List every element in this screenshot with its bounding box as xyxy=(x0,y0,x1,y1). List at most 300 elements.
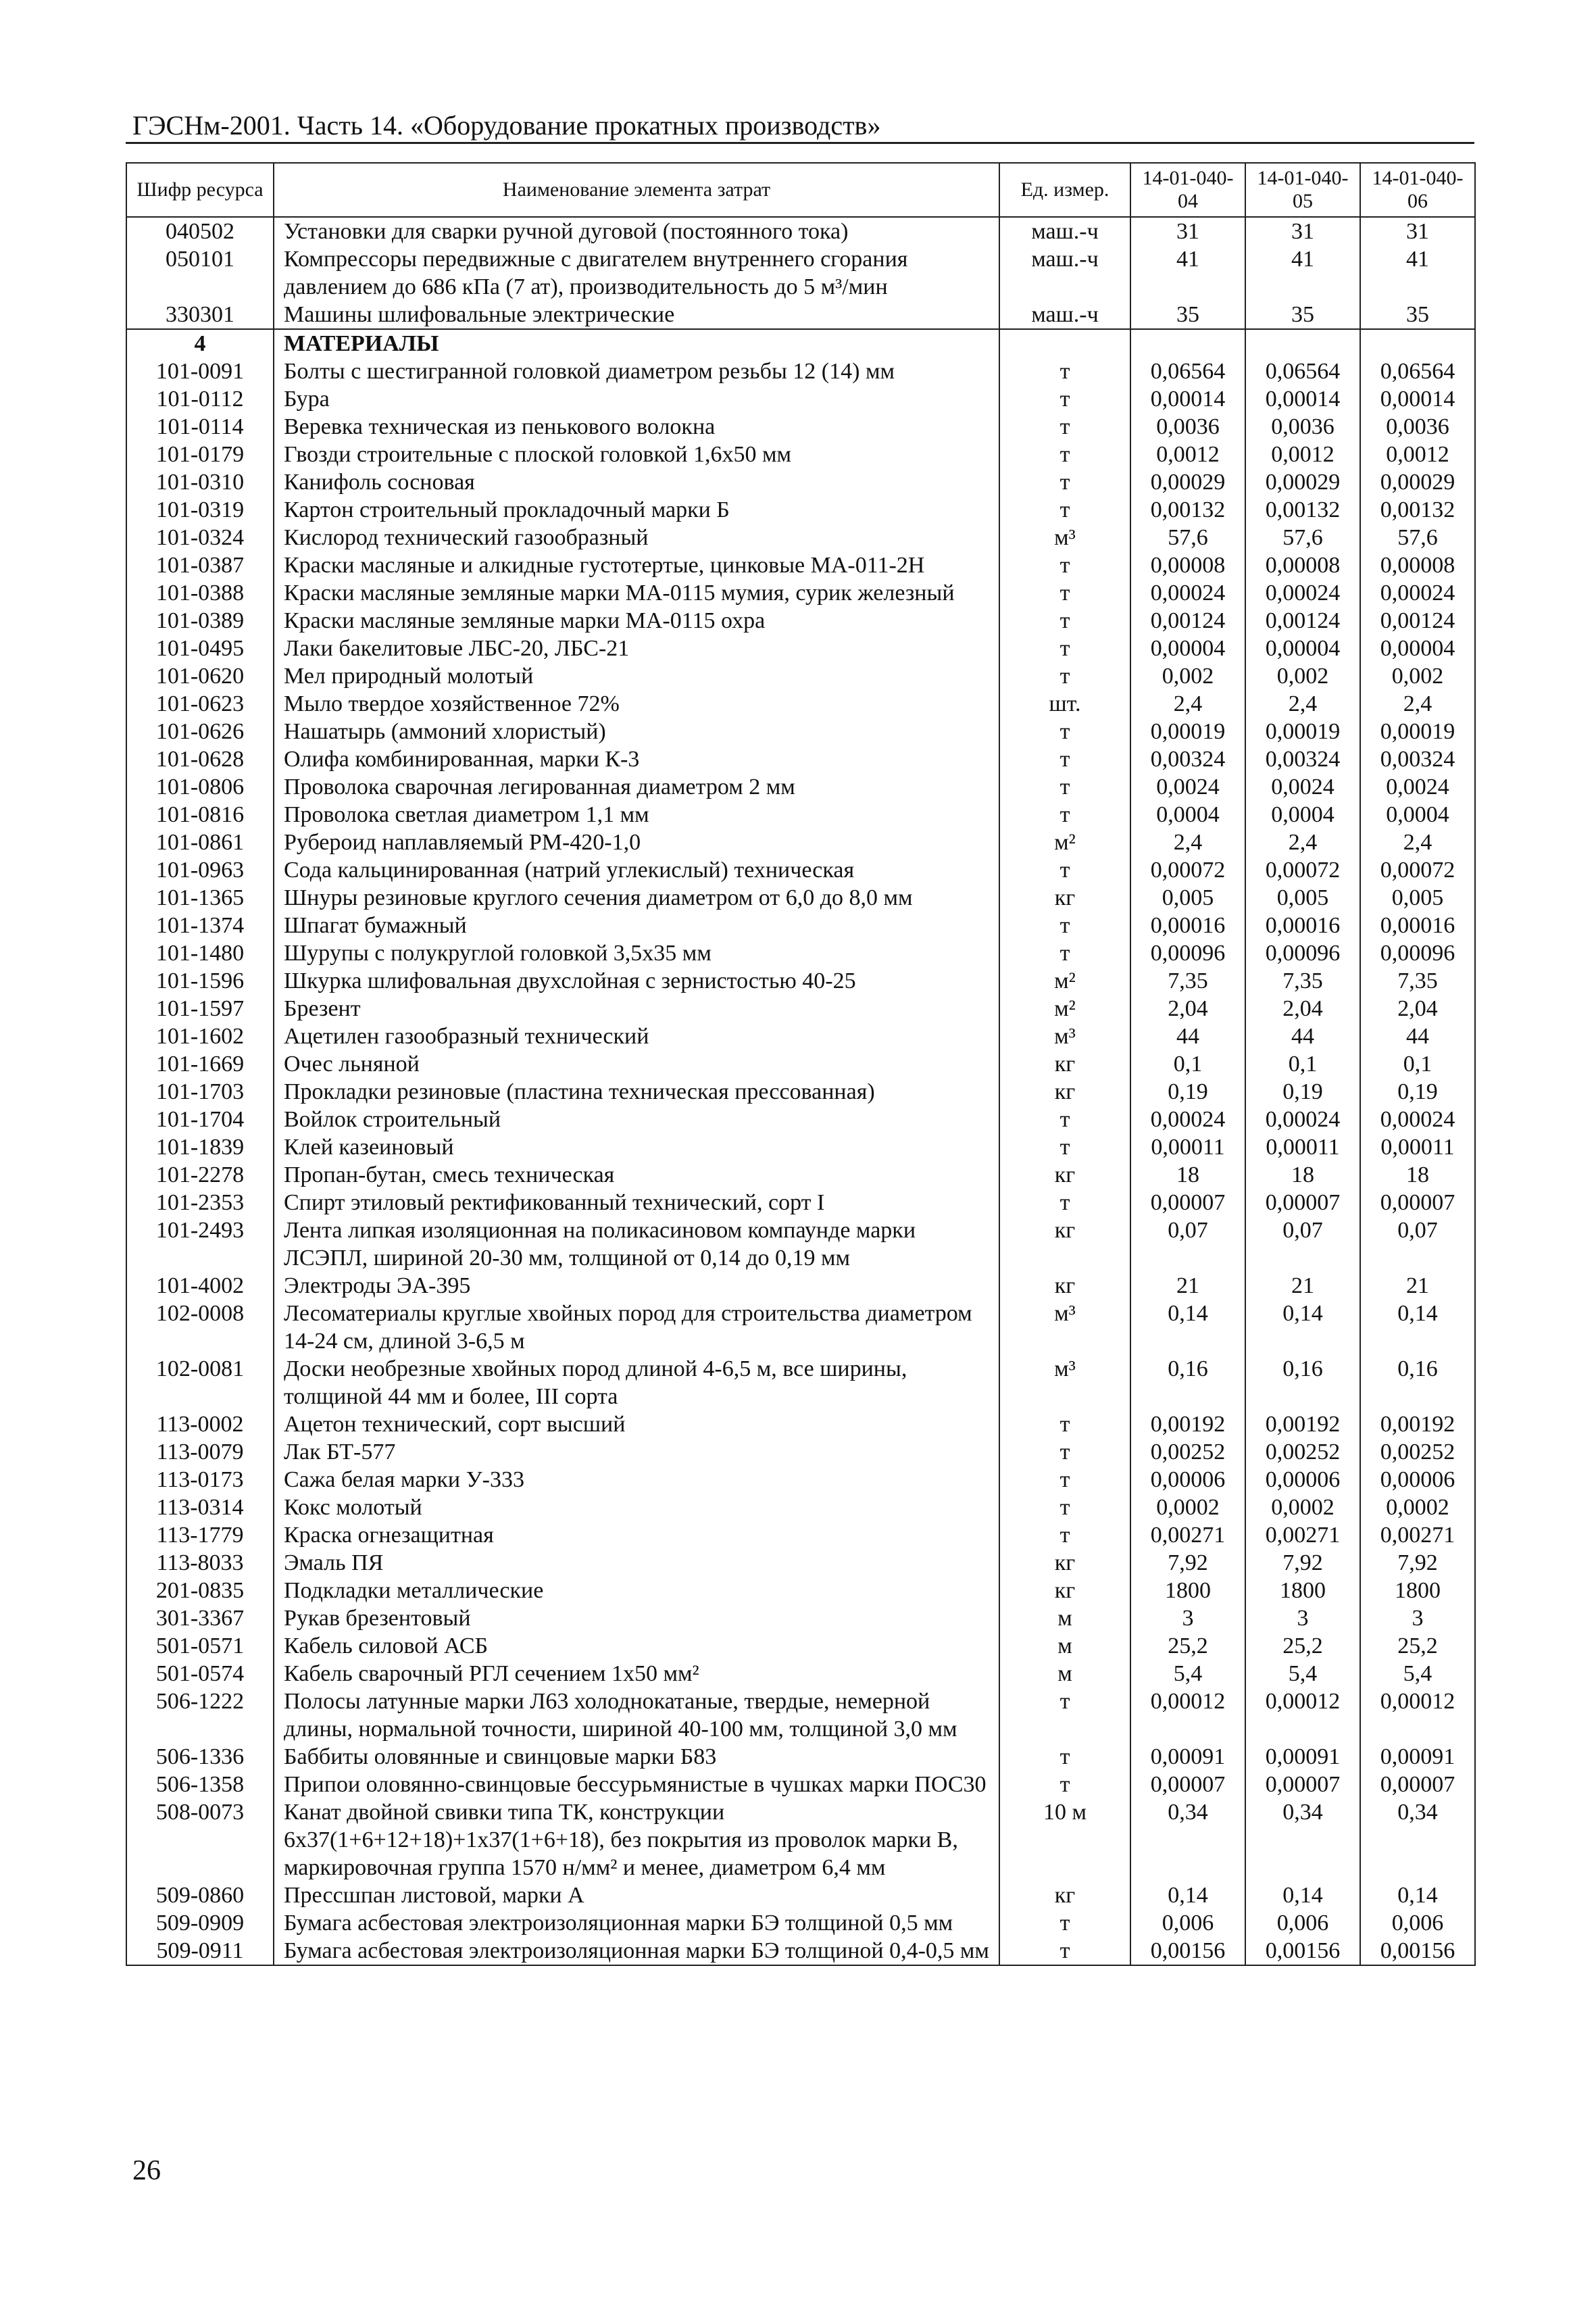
material-row xyxy=(126,1410,1475,1438)
cell-unit: кг xyxy=(999,1881,1130,1909)
cell-norm-06: 0,00132 xyxy=(1360,496,1475,524)
cell-name: Прессшпан листовой, марки А xyxy=(274,1881,999,1909)
cell-name: Лента липкая изоляционная на поликасиновом компаунде марки ЛСЭПЛ, шириной 20-30 мм, толщиной от 0,14 до 0,19 мм xyxy=(274,1216,999,1272)
cell-norm-05: 2,04 xyxy=(1245,995,1360,1023)
cell-norm-04: 0,00007 xyxy=(1130,1189,1245,1216)
cell-code: 101-1597 xyxy=(126,995,274,1023)
cell-code: 101-4002 xyxy=(126,1272,274,1300)
cell-unit: кг xyxy=(999,1216,1130,1272)
material-row xyxy=(126,1300,1475,1355)
cell-code: 113-0173 xyxy=(126,1466,274,1494)
cell-unit: т xyxy=(999,773,1130,801)
cell-code: 101-0091 xyxy=(126,358,274,385)
cell-norm-06: 0,00024 xyxy=(1360,579,1475,607)
cell-norm-05: 0,00029 xyxy=(1245,468,1360,496)
cell-norm-04: 0,07 xyxy=(1130,1216,1245,1272)
cell-norm-05: 0,00324 xyxy=(1245,745,1360,773)
cell-unit: т xyxy=(999,745,1130,773)
cell-name: Ацетон технический, сорт высший xyxy=(274,1410,999,1438)
cell-norm-06: 0,00252 xyxy=(1360,1438,1475,1466)
cell-norm-05: 0,00024 xyxy=(1245,1106,1360,1133)
cell-norm-06: 0,0036 xyxy=(1360,413,1475,441)
cell-name: Кабель сварочный РГЛ сечением 1х50 мм² xyxy=(274,1660,999,1688)
cell-norm-05: 0,00007 xyxy=(1245,1189,1360,1216)
cell-unit: кг xyxy=(999,1272,1130,1300)
material-row xyxy=(126,385,1475,413)
cell-code: 101-1365 xyxy=(126,884,274,912)
cell-norm-06: 31 xyxy=(1360,217,1475,245)
material-row xyxy=(126,884,1475,912)
cell-name: Мыло твердое хозяйственное 72% xyxy=(274,690,999,718)
cell-unit: кг xyxy=(999,1549,1130,1577)
cell-unit: т xyxy=(999,1189,1130,1216)
cell-norm-05: 21 xyxy=(1245,1272,1360,1300)
cell-unit: м³ xyxy=(999,1023,1130,1050)
cell-norm-05: 0,06564 xyxy=(1245,358,1360,385)
cell-norm-06: 0,00007 xyxy=(1360,1189,1475,1216)
cell-unit: м³ xyxy=(999,1355,1130,1410)
material-row xyxy=(126,967,1475,995)
cell-norm-05: 0,00004 xyxy=(1245,635,1360,662)
cell-name: Припои оловянно-свинцовые бессурьмянистые в чушках марки ПОС30 xyxy=(274,1771,999,1798)
cell-unit: т xyxy=(999,468,1130,496)
cell-norm-05: 0,1 xyxy=(1245,1050,1360,1078)
cell-unit: т xyxy=(999,1438,1130,1466)
page-number: 26 xyxy=(132,2155,161,2186)
cell-norm-06: 35 xyxy=(1360,301,1475,329)
cell-name: Доски необрезные хвойных пород длиной 4-6,5 м, все ширины, толщиной 44 мм и более, III сорта xyxy=(274,1355,999,1410)
material-row xyxy=(126,1023,1475,1050)
material-row xyxy=(126,801,1475,829)
cell-unit: т xyxy=(999,413,1130,441)
cell-unit: кг xyxy=(999,884,1130,912)
cell-norm-05: 0,002 xyxy=(1245,662,1360,690)
cell-norm-04: 0,0036 xyxy=(1130,413,1245,441)
cell-norm-05: 0,00024 xyxy=(1245,579,1360,607)
cell-code: 501-0574 xyxy=(126,1660,274,1688)
cell-norm-06: 0,00006 xyxy=(1360,1466,1475,1494)
cell-name: Болты с шестигранной головкой диаметром резьбы 12 (14) мм xyxy=(274,358,999,385)
cell-norm-06: 0,002 xyxy=(1360,662,1475,690)
cell-code: 509-0909 xyxy=(126,1909,274,1937)
cell-unit: т xyxy=(999,1909,1130,1937)
cell-norm-04: 2,04 xyxy=(1130,995,1245,1023)
cell-code: 501-0571 xyxy=(126,1632,274,1660)
cell-norm-04: 0,0024 xyxy=(1130,773,1245,801)
cell-norm-04: 0,00096 xyxy=(1130,939,1245,967)
cell-norm-05: 31 xyxy=(1245,217,1360,245)
cell-unit: т xyxy=(999,385,1130,413)
cell-code: 201-0835 xyxy=(126,1577,274,1604)
cell-code: 101-0310 xyxy=(126,468,274,496)
cell-code: 101-1596 xyxy=(126,967,274,995)
cell-norm-06: 0,00091 xyxy=(1360,1743,1475,1771)
cell-norm-05: 0,16 xyxy=(1245,1355,1360,1410)
cell-norm-05: 0,0024 xyxy=(1245,773,1360,801)
cell-unit: т xyxy=(999,496,1130,524)
cell-norm-04: 0,16 xyxy=(1130,1355,1245,1410)
cell-norm-05: 0,0004 xyxy=(1245,801,1360,829)
cell-norm-05: 0,0002 xyxy=(1245,1494,1360,1521)
cell-unit: т xyxy=(999,358,1130,385)
cell-norm-04: 0,005 xyxy=(1130,884,1245,912)
cell-norm-04: 0,00072 xyxy=(1130,856,1245,884)
cell-code: 506-1358 xyxy=(126,1771,274,1798)
cell-norm-05: 0,006 xyxy=(1245,1909,1360,1937)
cell-code: 101-0387 xyxy=(126,551,274,579)
cell-norm-04: 0,19 xyxy=(1130,1078,1245,1106)
cell-unit: т xyxy=(999,551,1130,579)
cell-norm-04: 0,00029 xyxy=(1130,468,1245,496)
cell-unit: м³ xyxy=(999,1300,1130,1355)
cell-norm-04: 0,00024 xyxy=(1130,579,1245,607)
cell-norm-05: 3 xyxy=(1245,1604,1360,1632)
cell-norm-05: 0,00156 xyxy=(1245,1937,1360,1965)
cell-norm-05: 0,00072 xyxy=(1245,856,1360,884)
cell-name: Канифоль сосновая xyxy=(274,468,999,496)
cell-code: 101-0620 xyxy=(126,662,274,690)
cell-name: Шурупы с полукруглой головкой 3,5х35 мм xyxy=(274,939,999,967)
cell-norm-04: 7,92 xyxy=(1130,1549,1245,1577)
cell-norm-04: 0,00019 xyxy=(1130,718,1245,745)
cell-code: 101-0963 xyxy=(126,856,274,884)
cell-norm-06: 0,00008 xyxy=(1360,551,1475,579)
cell-norm-04: 0,00271 xyxy=(1130,1521,1245,1549)
cell-unit: м² xyxy=(999,829,1130,856)
cell-norm-05: 5,4 xyxy=(1245,1660,1360,1688)
cell-norm-04: 31 xyxy=(1130,217,1245,245)
cell-norm-05: 0,00252 xyxy=(1245,1438,1360,1466)
cell-unit: т xyxy=(999,939,1130,967)
machine-row xyxy=(126,245,1475,301)
cell-code: 101-0861 xyxy=(126,829,274,856)
cell-norm-04: 0,00091 xyxy=(1130,1743,1245,1771)
cell-code: 101-0179 xyxy=(126,441,274,468)
material-row xyxy=(126,1521,1475,1549)
cell-unit: кг xyxy=(999,1050,1130,1078)
cell-name: Канат двойной свивки типа ТК, конструкции 6х37(1+6+12+18)+1х37(1+6+18), без покрытия из проволок марки В, маркировочная группа 1570 н/мм² и менее, диаметром 6,4 мм xyxy=(274,1798,999,1881)
cell-norm-06: 0,16 xyxy=(1360,1355,1475,1410)
cell-norm-05: 2,4 xyxy=(1245,829,1360,856)
section-title: МАТЕРИАЛЫ xyxy=(274,329,999,358)
cell-code: 101-0628 xyxy=(126,745,274,773)
cell-norm-06: 1800 xyxy=(1360,1577,1475,1604)
cell-norm-06: 0,00096 xyxy=(1360,939,1475,967)
cell-norm-04: 0,00007 xyxy=(1130,1771,1245,1798)
cell-unit: т xyxy=(999,607,1130,635)
section-number: 4 xyxy=(126,329,274,358)
cell-code: 506-1222 xyxy=(126,1688,274,1743)
cell-norm-04: 0,00324 xyxy=(1130,745,1245,773)
cell-norm-05: 0,00006 xyxy=(1245,1466,1360,1494)
cell-code: 101-0112 xyxy=(126,385,274,413)
section-empty-cell xyxy=(1245,329,1360,358)
material-row xyxy=(126,1466,1475,1494)
cell-norm-05: 0,00091 xyxy=(1245,1743,1360,1771)
material-row xyxy=(126,1688,1475,1743)
material-row xyxy=(126,1549,1475,1577)
cell-norm-04: 0,14 xyxy=(1130,1881,1245,1909)
cell-norm-06: 0,006 xyxy=(1360,1909,1475,1937)
cell-norm-05: 41 xyxy=(1245,245,1360,301)
cell-norm-06: 0,0024 xyxy=(1360,773,1475,801)
cell-norm-06: 0,00029 xyxy=(1360,468,1475,496)
cell-code: 101-0114 xyxy=(126,413,274,441)
cell-norm-05: 0,00008 xyxy=(1245,551,1360,579)
cell-norm-05: 7,35 xyxy=(1245,967,1360,995)
cell-norm-06: 2,04 xyxy=(1360,995,1475,1023)
material-row xyxy=(126,358,1475,385)
cell-code: 101-1669 xyxy=(126,1050,274,1078)
cell-norm-06: 0,14 xyxy=(1360,1300,1475,1355)
cell-name: Войлок строительный xyxy=(274,1106,999,1133)
cell-code: 101-1703 xyxy=(126,1078,274,1106)
cell-name: Олифа комбинированная, марки К-3 xyxy=(274,745,999,773)
cell-norm-04: 35 xyxy=(1130,301,1245,329)
material-row xyxy=(126,1133,1475,1161)
cell-norm-04: 5,4 xyxy=(1130,1660,1245,1688)
cell-unit: т xyxy=(999,801,1130,829)
cell-norm-06: 0,00011 xyxy=(1360,1133,1475,1161)
cell-norm-05: 0,07 xyxy=(1245,1216,1360,1272)
cell-code: 101-0324 xyxy=(126,524,274,551)
cell-norm-06: 0,00124 xyxy=(1360,607,1475,635)
cell-code: 101-1839 xyxy=(126,1133,274,1161)
cell-norm-05: 35 xyxy=(1245,301,1360,329)
cell-name: Эмаль ПЯ xyxy=(274,1549,999,1577)
cell-code: 330301 xyxy=(126,301,274,329)
cell-norm-06: 0,34 xyxy=(1360,1798,1475,1881)
cell-name: Рукав брезентовый xyxy=(274,1604,999,1632)
table-header-row xyxy=(126,163,1475,217)
cell-norm-05: 0,00132 xyxy=(1245,496,1360,524)
cell-norm-06: 0,00007 xyxy=(1360,1771,1475,1798)
material-row xyxy=(126,607,1475,635)
cell-code: 101-0495 xyxy=(126,635,274,662)
cell-unit: т xyxy=(999,1494,1130,1521)
cell-norm-06: 0,00014 xyxy=(1360,385,1475,413)
material-row xyxy=(126,1660,1475,1688)
cell-norm-05: 0,00192 xyxy=(1245,1410,1360,1438)
cell-name: Сажа белая марки У-333 xyxy=(274,1466,999,1494)
cell-norm-04: 0,06564 xyxy=(1130,358,1245,385)
cell-name: Проволока светлая диаметром 1,1 мм xyxy=(274,801,999,829)
cell-unit: т xyxy=(999,912,1130,939)
material-row xyxy=(126,939,1475,967)
material-row xyxy=(126,1771,1475,1798)
cell-name: Картон строительный прокладочный марки Б xyxy=(274,496,999,524)
cell-norm-06: 0,0012 xyxy=(1360,441,1475,468)
column-header-norm-05: 14-01-040-05 xyxy=(1245,163,1360,217)
cell-unit: т xyxy=(999,1937,1130,1965)
header-rule xyxy=(126,142,1474,144)
cell-name: Установки для сварки ручной дуговой (постоянного тока) xyxy=(274,217,999,245)
cell-norm-06: 0,1 xyxy=(1360,1050,1475,1078)
cell-norm-05: 0,00016 xyxy=(1245,912,1360,939)
cell-unit: т xyxy=(999,1521,1130,1549)
material-row xyxy=(126,773,1475,801)
cell-norm-04: 0,0004 xyxy=(1130,801,1245,829)
cell-unit: т xyxy=(999,635,1130,662)
section-empty-cell xyxy=(1360,329,1475,358)
material-row xyxy=(126,1438,1475,1466)
cell-norm-06: 0,06564 xyxy=(1360,358,1475,385)
cell-name: Мел природный молотый xyxy=(274,662,999,690)
cell-code: 101-0389 xyxy=(126,607,274,635)
material-row xyxy=(126,690,1475,718)
cell-code: 102-0081 xyxy=(126,1355,274,1410)
cell-norm-05: 0,00019 xyxy=(1245,718,1360,745)
cell-unit: т xyxy=(999,441,1130,468)
cell-norm-06: 7,92 xyxy=(1360,1549,1475,1577)
cell-norm-04: 0,00192 xyxy=(1130,1410,1245,1438)
cell-name: Шнуры резиновые круглого сечения диаметром от 6,0 до 8,0 мм xyxy=(274,884,999,912)
table-body xyxy=(126,217,1475,1965)
material-row xyxy=(126,1604,1475,1632)
cell-norm-05: 0,00271 xyxy=(1245,1521,1360,1549)
cell-norm-06: 0,00072 xyxy=(1360,856,1475,884)
cell-norm-06: 41 xyxy=(1360,245,1475,301)
cell-unit: т xyxy=(999,1743,1130,1771)
cell-code: 301-3367 xyxy=(126,1604,274,1632)
cell-code: 101-0319 xyxy=(126,496,274,524)
cell-code: 101-1602 xyxy=(126,1023,274,1050)
cell-norm-04: 0,00124 xyxy=(1130,607,1245,635)
cell-name: Лесоматериалы круглые хвойных пород для строительства диаметром 14-24 см, длиной 3-6,5 м xyxy=(274,1300,999,1355)
cell-norm-04: 0,34 xyxy=(1130,1798,1245,1881)
material-row xyxy=(126,1632,1475,1660)
cell-norm-04: 0,00011 xyxy=(1130,1133,1245,1161)
cell-code: 113-0002 xyxy=(126,1410,274,1438)
cell-name: Шпагат бумажный xyxy=(274,912,999,939)
material-row xyxy=(126,829,1475,856)
cell-norm-04: 7,35 xyxy=(1130,967,1245,995)
cell-norm-04: 0,00004 xyxy=(1130,635,1245,662)
cell-norm-06: 3 xyxy=(1360,1604,1475,1632)
cell-norm-05: 0,14 xyxy=(1245,1881,1360,1909)
cell-unit: маш.-ч xyxy=(999,301,1130,329)
cell-unit: т xyxy=(999,662,1130,690)
cell-name: Рубероид наплавляемый РМ-420-1,0 xyxy=(274,829,999,856)
cell-code: 101-2493 xyxy=(126,1216,274,1272)
cell-norm-05: 0,00007 xyxy=(1245,1771,1360,1798)
cell-name: Проволока сварочная легированная диаметром 2 мм xyxy=(274,773,999,801)
cell-name: Краски масляные земляные марки МА-0115 охра xyxy=(274,607,999,635)
cell-name: Краски масляные и алкидные густотертые, цинковые МА-011-2Н xyxy=(274,551,999,579)
cell-unit: маш.-ч xyxy=(999,245,1130,301)
section-row xyxy=(126,329,1475,358)
cell-code: 101-2353 xyxy=(126,1189,274,1216)
material-row xyxy=(126,1355,1475,1410)
cell-unit: т xyxy=(999,718,1130,745)
cell-unit: м² xyxy=(999,995,1130,1023)
cell-norm-06: 21 xyxy=(1360,1272,1475,1300)
cell-name: Машины шлифовальные электрические xyxy=(274,301,999,329)
cell-name: Лак БТ-577 xyxy=(274,1438,999,1466)
cell-norm-06: 0,07 xyxy=(1360,1216,1475,1272)
cell-norm-05: 0,00011 xyxy=(1245,1133,1360,1161)
machine-row xyxy=(126,301,1475,329)
cell-name: Подкладки металлические xyxy=(274,1577,999,1604)
cell-unit: т xyxy=(999,1466,1130,1494)
cell-norm-06: 0,00324 xyxy=(1360,745,1475,773)
material-row xyxy=(126,1106,1475,1133)
cell-unit: м³ xyxy=(999,524,1130,551)
cell-norm-05: 0,00012 xyxy=(1245,1688,1360,1743)
cell-name: Электроды ЭА-395 xyxy=(274,1272,999,1300)
material-row xyxy=(126,662,1475,690)
cell-name: Бумага асбестовая электроизоляционная марки БЭ толщиной 0,4-0,5 мм xyxy=(274,1937,999,1965)
cell-name: Гвозди строительные с плоской головкой 1,6х50 мм xyxy=(274,441,999,468)
material-row xyxy=(126,1798,1475,1881)
material-row xyxy=(126,1078,1475,1106)
material-row xyxy=(126,1909,1475,1937)
cell-norm-04: 0,00132 xyxy=(1130,496,1245,524)
cell-norm-04: 0,00252 xyxy=(1130,1438,1245,1466)
cell-name: Краска огнезащитная xyxy=(274,1521,999,1549)
cell-code: 506-1336 xyxy=(126,1743,274,1771)
material-row xyxy=(126,1577,1475,1604)
cell-norm-06: 0,00024 xyxy=(1360,1106,1475,1133)
cell-name: Веревка техническая из пенькового волокна xyxy=(274,413,999,441)
cell-norm-05: 57,6 xyxy=(1245,524,1360,551)
cell-norm-06: 0,00004 xyxy=(1360,635,1475,662)
cell-norm-05: 0,00124 xyxy=(1245,607,1360,635)
material-row xyxy=(126,413,1475,441)
cell-norm-04: 0,00016 xyxy=(1130,912,1245,939)
cell-code: 101-1480 xyxy=(126,939,274,967)
cell-norm-06: 5,4 xyxy=(1360,1660,1475,1688)
resource-table xyxy=(126,162,1476,1966)
cell-name: Шкурка шлифовальная двухслойная с зернистостью 40-25 xyxy=(274,967,999,995)
cell-norm-04: 0,00156 xyxy=(1130,1937,1245,1965)
cell-code: 113-0314 xyxy=(126,1494,274,1521)
cell-norm-04: 44 xyxy=(1130,1023,1245,1050)
cell-norm-05: 25,2 xyxy=(1245,1632,1360,1660)
cell-norm-06: 18 xyxy=(1360,1161,1475,1189)
cell-unit: кг xyxy=(999,1078,1130,1106)
cell-name: Кабель силовой АСБ xyxy=(274,1632,999,1660)
material-row xyxy=(126,496,1475,524)
cell-name: Компрессоры передвижные с двигателем внутреннего сгорания давлением до 686 кПа (7 ат), производительность до 5 м³/мин xyxy=(274,245,999,301)
cell-code: 113-1779 xyxy=(126,1521,274,1549)
cell-unit: м xyxy=(999,1660,1130,1688)
cell-norm-05: 0,00014 xyxy=(1245,385,1360,413)
cell-norm-05: 0,34 xyxy=(1245,1798,1360,1881)
cell-norm-06: 2,4 xyxy=(1360,829,1475,856)
cell-code: 509-0860 xyxy=(126,1881,274,1909)
cell-code: 101-0623 xyxy=(126,690,274,718)
cell-unit: кг xyxy=(999,1577,1130,1604)
material-row xyxy=(126,1216,1475,1272)
cell-norm-04: 0,14 xyxy=(1130,1300,1245,1355)
cell-unit: т xyxy=(999,1688,1130,1743)
cell-norm-06: 0,00192 xyxy=(1360,1410,1475,1438)
cell-unit: т xyxy=(999,579,1130,607)
cell-name: Клей казеиновый xyxy=(274,1133,999,1161)
cell-name: Сода кальцинированная (натрий углекислый) техническая xyxy=(274,856,999,884)
column-header-code: Шифр ресурса xyxy=(126,163,274,217)
cell-norm-04: 0,00014 xyxy=(1130,385,1245,413)
cell-norm-04: 18 xyxy=(1130,1161,1245,1189)
cell-code: 113-0079 xyxy=(126,1438,274,1466)
cell-code: 101-0388 xyxy=(126,579,274,607)
cell-norm-05: 1800 xyxy=(1245,1577,1360,1604)
cell-norm-06: 25,2 xyxy=(1360,1632,1475,1660)
cell-code: 113-8033 xyxy=(126,1549,274,1577)
cell-code: 040502 xyxy=(126,217,274,245)
cell-code: 102-0008 xyxy=(126,1300,274,1355)
